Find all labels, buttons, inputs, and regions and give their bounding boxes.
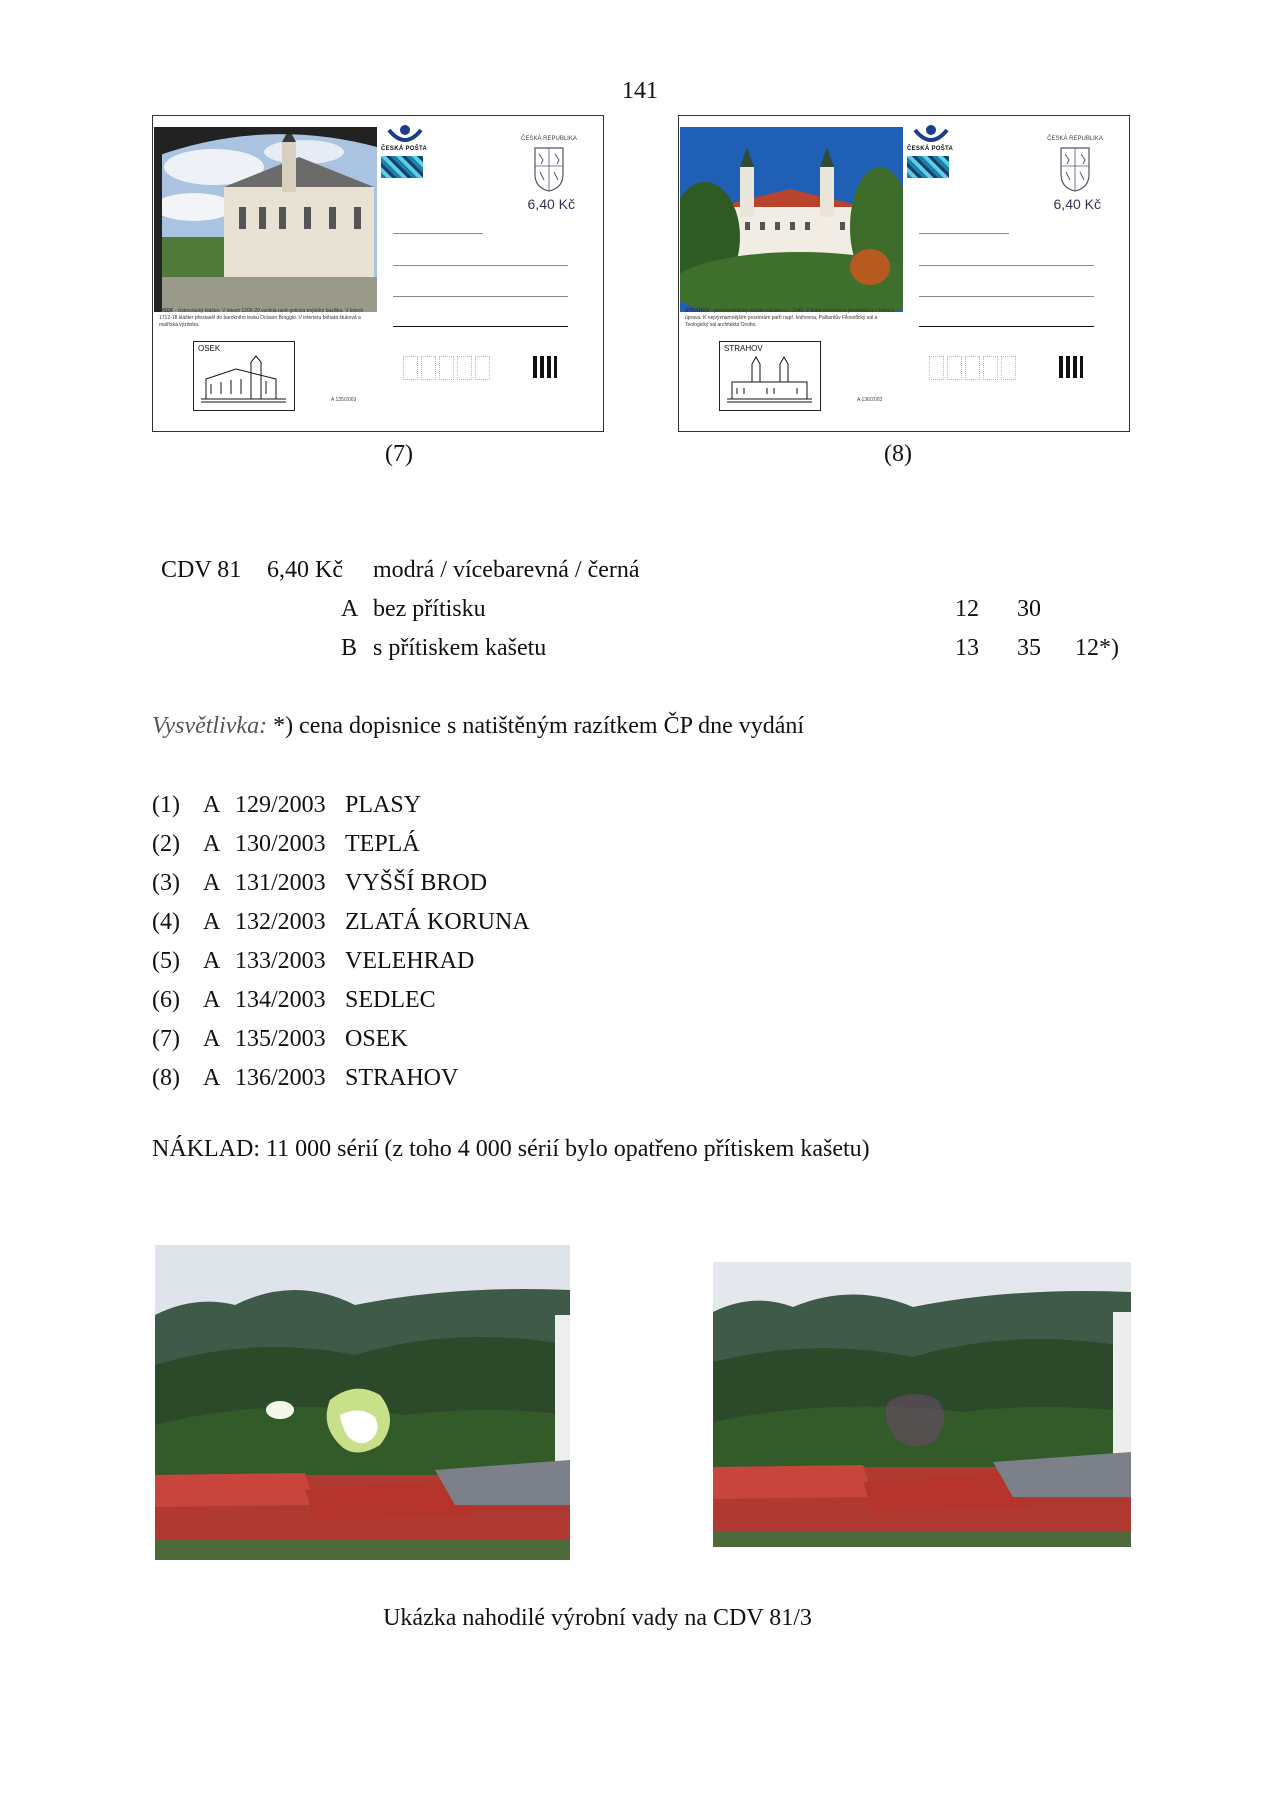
postcard-caption: STRAHOV - premonstrátský klášter založen v r. 1140. V době renesance přestavba a v baroku úprava. K nejvýznamnějším prostorám patří např. knihovna, Palliardův Filosofický sál a Teologický sál architekta Orsiho.: [685, 308, 895, 328]
address-line: [919, 296, 1094, 297]
barcode-bars: [533, 356, 557, 378]
list-item-code: 129/2003: [235, 792, 326, 818]
cdv-code: CDV 81: [161, 557, 242, 583]
stamp-country: ČESKÁ REPUBLIKA: [521, 136, 577, 142]
list-item-code: 131/2003: [235, 870, 326, 896]
list-item-number: (2): [152, 831, 180, 857]
postcode-box: [965, 356, 980, 380]
postcode-box: [1001, 356, 1016, 380]
list-item-letter: A: [203, 792, 221, 818]
cdv-colors: modrá / vícebarevná / černá: [373, 557, 640, 583]
note-label: Vysvětlivka:: [152, 713, 268, 739]
postcard-photo-strahov: [680, 127, 903, 312]
list-item-name: TEPLÁ: [345, 831, 420, 857]
variant-price: 35: [1017, 635, 1041, 661]
list-item-name: STRAHOV: [345, 1065, 459, 1091]
cachet-drawing: [722, 354, 816, 406]
defect-photo-left: [155, 1245, 570, 1560]
list-item-name: VYŠŠÍ BROD: [345, 870, 488, 896]
note-text: *) cena dopisnice s natištěným razítkem ČP dne vydání: [267, 713, 805, 739]
list-item-number: (7): [152, 1026, 180, 1052]
variant-price: 30: [1017, 596, 1041, 622]
list-item-name: ZLATÁ KORUNA: [345, 909, 530, 935]
list-item-letter: A: [203, 1026, 221, 1052]
postcode-box: [929, 356, 944, 380]
postcode-box: [475, 356, 490, 380]
page-number: 141: [622, 78, 658, 104]
address-line: [919, 233, 1009, 234]
variant-desc: bez přítisku: [373, 596, 486, 622]
postcode-box: [983, 356, 998, 380]
address-line: [393, 233, 483, 234]
postcode-box: [421, 356, 436, 380]
postcard-caption: OSEK - cisterciácký klášter. V letech 1206-20 vznikla raně gotická trojlodní bazilika. V letech 1712-18 klášter přestavěl do barokního lesku Octavio Broggio. V interiéru bohatá štuková a malířská výzdoba.: [159, 308, 364, 328]
logo-text: ČESKÁ POŠTA: [907, 146, 954, 152]
list-item-number: (4): [152, 909, 180, 935]
ceska-posta-logo-icon: [911, 122, 951, 146]
stamp-value: 6,40 Kč: [527, 196, 575, 212]
address-line: [393, 265, 568, 266]
stamp-value: 6,40 Kč: [1053, 196, 1101, 212]
list-item-number: (8): [152, 1065, 180, 1091]
figure-label-7: (7): [385, 441, 413, 467]
ceska-posta-logo-icon: [385, 122, 425, 146]
defect-photo-right: [713, 1262, 1131, 1547]
list-item-name: SEDLEC: [345, 987, 436, 1013]
barcode-bars: [1059, 356, 1083, 378]
variant-price: 12*): [1075, 635, 1119, 661]
imprinted-stamp: [1047, 136, 1103, 212]
variant-price: 12: [955, 596, 979, 622]
stamp-country: ČESKÁ REPUBLIKA: [1047, 136, 1103, 142]
variant-letter: A: [341, 596, 359, 622]
logo-text: ČESKÁ POŠTA: [381, 146, 428, 152]
variant-desc: s přítiskem kašetu: [373, 635, 547, 661]
hologram-icon: [381, 156, 423, 178]
list-item-number: (1): [152, 792, 180, 818]
list-item-code: 130/2003: [235, 831, 326, 857]
list-item-name: VELEHRAD: [345, 948, 475, 974]
list-item-letter: A: [203, 987, 221, 1013]
cachet-osek: [193, 341, 295, 411]
cachet-drawing: [196, 354, 290, 406]
list-item-letter: A: [203, 870, 221, 896]
list-item-letter: A: [203, 909, 221, 935]
address-line: [919, 326, 1094, 327]
list-item-letter: A: [203, 831, 221, 857]
postcard-osek: [152, 115, 604, 432]
list-item-number: (6): [152, 987, 180, 1013]
list-item-name: PLASY: [345, 792, 422, 818]
list-item-code: 132/2003: [235, 909, 326, 935]
address-line: [393, 326, 568, 327]
postcode-box: [457, 356, 472, 380]
card-code: A 136/2003: [857, 397, 883, 403]
figure-label-8: (8): [884, 441, 912, 467]
postcode-box: [439, 356, 454, 380]
postcode-box: [947, 356, 962, 380]
list-item-code: 134/2003: [235, 987, 326, 1013]
cachet-strahov: [719, 341, 821, 411]
cachet-label: OSEK: [198, 344, 221, 353]
list-item-name: OSEK: [345, 1026, 408, 1052]
list-item-code: 135/2003: [235, 1026, 326, 1052]
cachet-label: STRAHOV: [724, 344, 763, 353]
bottom-caption: Ukázka nahodilé výrobní vady na CDV 81/3: [383, 1605, 812, 1631]
list-item-number: (3): [152, 870, 180, 896]
postcard-photo-osek: [154, 127, 377, 312]
postcard-strahov: [678, 115, 1130, 432]
variant-price: 13: [955, 635, 979, 661]
note: [152, 713, 804, 740]
imprinted-stamp: [521, 136, 577, 212]
cdv-value: 6,40 Kč: [267, 557, 343, 583]
list-item-code: 136/2003: [235, 1065, 326, 1091]
address-line: [393, 296, 568, 297]
naklad-text: NÁKLAD: 11 000 sérií (z toho 4 000 sérií bylo opatřeno přítiskem kašetu): [152, 1136, 870, 1162]
coat-of-arms-icon: [1059, 146, 1091, 192]
list-item-letter: A: [203, 948, 221, 974]
list-item-letter: A: [203, 1065, 221, 1091]
card-code: A 135/2003: [331, 397, 357, 403]
variant-letter: B: [341, 635, 358, 661]
list-item-number: (5): [152, 948, 180, 974]
address-line: [919, 265, 1094, 266]
postcode-box: [403, 356, 418, 380]
hologram-icon: [907, 156, 949, 178]
list-item-code: 133/2003: [235, 948, 326, 974]
coat-of-arms-icon: [533, 146, 565, 192]
